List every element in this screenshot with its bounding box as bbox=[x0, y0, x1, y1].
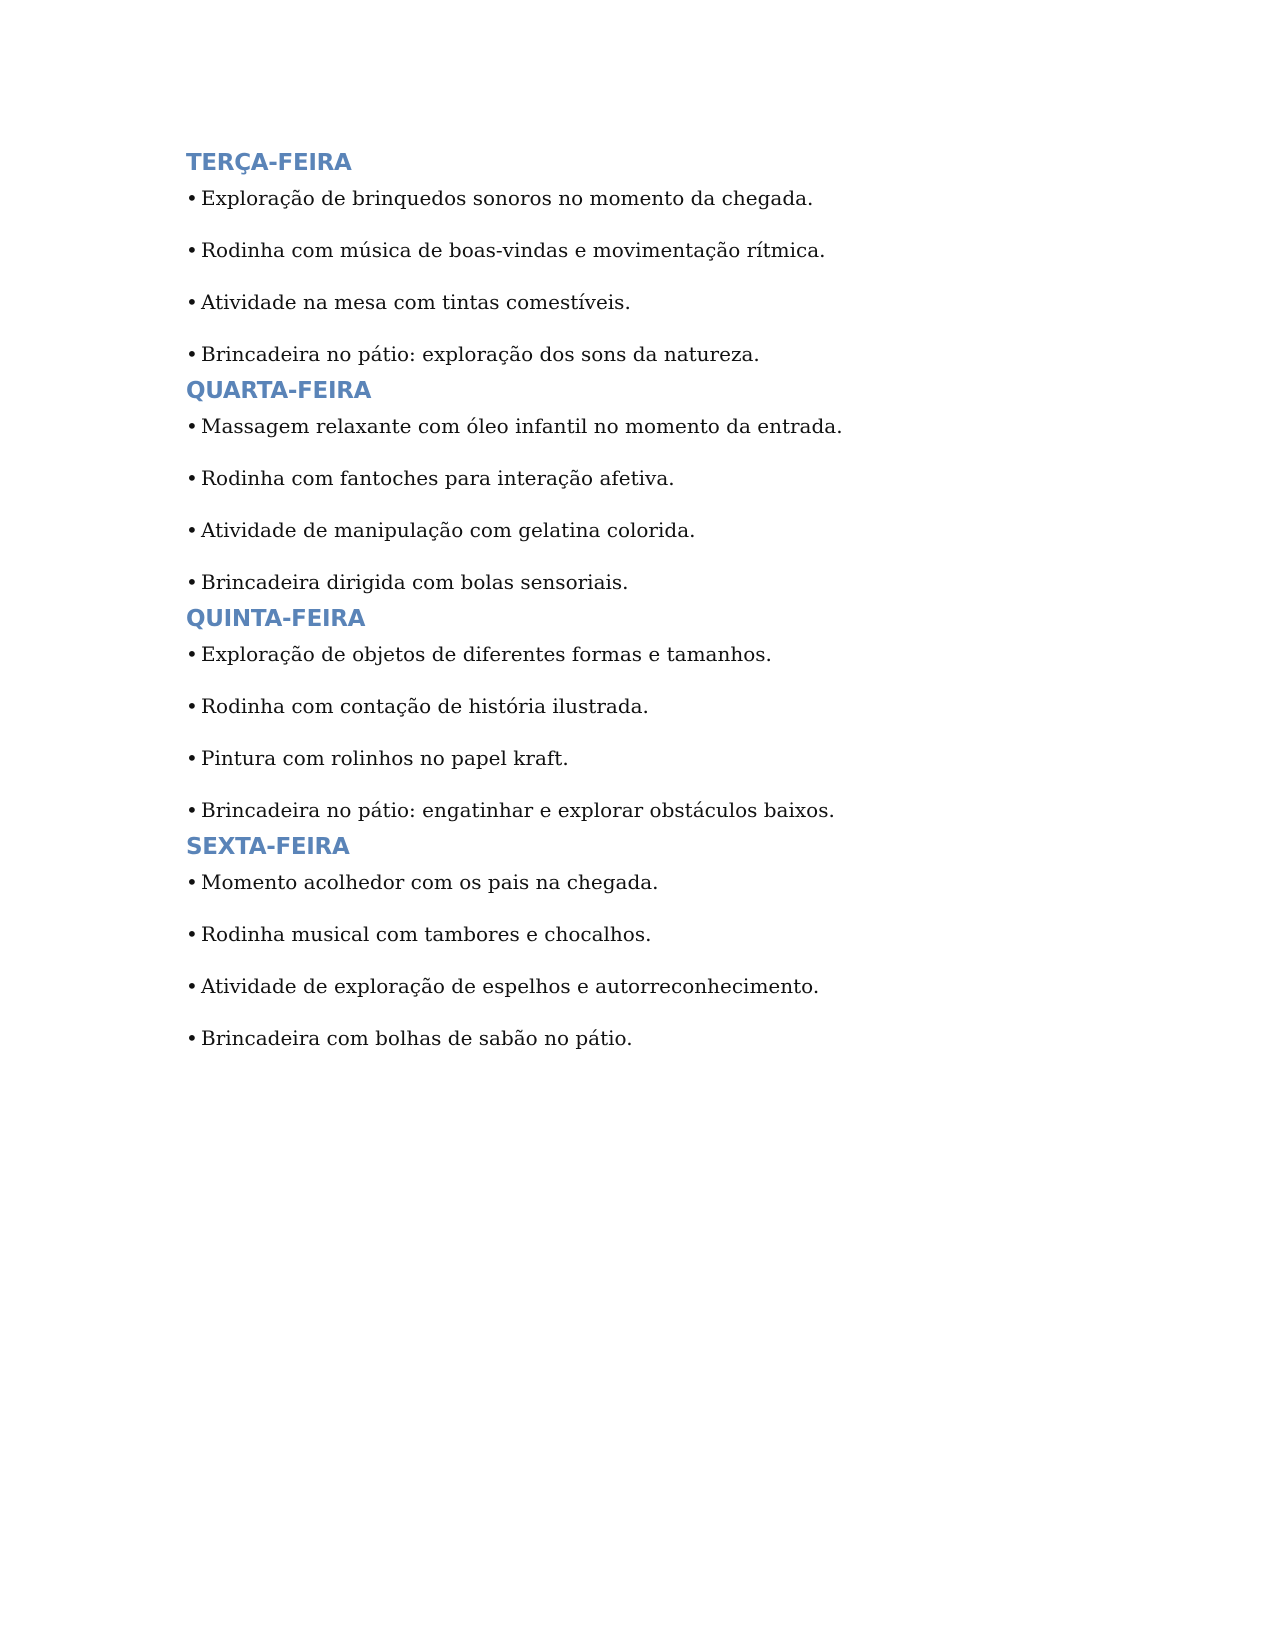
activity-item bbox=[186, 413, 1086, 439]
activity-text: Pintura com rolinhos no papel kraft. bbox=[201, 746, 569, 770]
activity-text: Rodinha musical com tambores e chocalhos. bbox=[201, 922, 652, 946]
activity-text: Massagem relaxante com óleo infantil no momento da entrada. bbox=[201, 414, 843, 438]
bullet-icon: • bbox=[186, 1026, 198, 1050]
bullet-icon: • bbox=[186, 342, 198, 366]
activity-text: Brincadeira com bolhas de sabão no pátio. bbox=[201, 1026, 633, 1050]
bullet-icon: • bbox=[186, 414, 198, 438]
activity-text: Rodinha com fantoches para interação afetiva. bbox=[201, 466, 675, 490]
day-section-sexta bbox=[186, 832, 1086, 1051]
bullet-icon: • bbox=[186, 870, 198, 894]
bullet-icon: • bbox=[186, 642, 198, 666]
activity-item bbox=[186, 973, 1086, 999]
activity-text: Rodinha com música de boas-vindas e movimentação rítmica. bbox=[201, 238, 826, 262]
day-section-terca bbox=[186, 148, 1086, 367]
activity-item bbox=[186, 693, 1086, 719]
activity-text: Atividade de exploração de espelhos e autorreconhecimento. bbox=[201, 974, 820, 998]
day-heading: SEXTA-FEIRA bbox=[186, 834, 350, 860]
activity-list bbox=[186, 185, 1086, 367]
bullet-icon: • bbox=[186, 694, 198, 718]
bullet-icon: • bbox=[186, 974, 198, 998]
bullet-icon: • bbox=[186, 466, 198, 490]
activity-list bbox=[186, 641, 1086, 823]
activity-item bbox=[186, 517, 1086, 543]
activity-item bbox=[186, 921, 1086, 947]
activity-item bbox=[186, 185, 1086, 211]
day-heading: QUARTA-FEIRA bbox=[186, 378, 372, 404]
bullet-icon: • bbox=[186, 746, 198, 770]
activity-item bbox=[186, 745, 1086, 771]
day-section-quarta bbox=[186, 376, 1086, 595]
bullet-icon: • bbox=[186, 798, 198, 822]
bullet-icon: • bbox=[186, 570, 198, 594]
bullet-icon: • bbox=[186, 922, 198, 946]
activity-item bbox=[186, 1025, 1086, 1051]
bullet-icon: • bbox=[186, 518, 198, 542]
activity-text: Exploração de objetos de diferentes formas e tamanhos. bbox=[201, 642, 772, 666]
activity-item bbox=[186, 237, 1086, 263]
activity-item bbox=[186, 341, 1086, 367]
activity-item bbox=[186, 641, 1086, 667]
bullet-icon: • bbox=[186, 238, 198, 262]
bullet-icon: • bbox=[186, 290, 198, 314]
activity-text: Exploração de brinquedos sonoros no momento da chegada. bbox=[201, 186, 814, 210]
activity-list bbox=[186, 413, 1086, 595]
activity-item bbox=[186, 797, 1086, 823]
activity-text: Atividade na mesa com tintas comestíveis. bbox=[201, 290, 631, 314]
activity-list bbox=[186, 869, 1086, 1051]
activity-text: Momento acolhedor com os pais na chegada. bbox=[201, 870, 659, 894]
activity-item bbox=[186, 869, 1086, 895]
activity-text: Rodinha com contação de história ilustrada. bbox=[201, 694, 649, 718]
activity-text: Atividade de manipulação com gelatina colorida. bbox=[201, 518, 696, 542]
activity-item bbox=[186, 465, 1086, 491]
activity-item bbox=[186, 289, 1086, 315]
activity-text: Brincadeira dirigida com bolas sensoriais. bbox=[201, 570, 629, 594]
bullet-icon: • bbox=[186, 186, 198, 210]
day-heading: QUINTA-FEIRA bbox=[186, 606, 366, 632]
activity-text: Brincadeira no pátio: engatinhar e explorar obstáculos baixos. bbox=[201, 798, 835, 822]
day-section-quinta bbox=[186, 604, 1086, 823]
activity-text: Brincadeira no pátio: exploração dos sons da natureza. bbox=[201, 342, 760, 366]
activity-item bbox=[186, 569, 1086, 595]
document-page bbox=[186, 148, 1086, 1060]
day-heading: TERÇA-FEIRA bbox=[186, 150, 352, 176]
